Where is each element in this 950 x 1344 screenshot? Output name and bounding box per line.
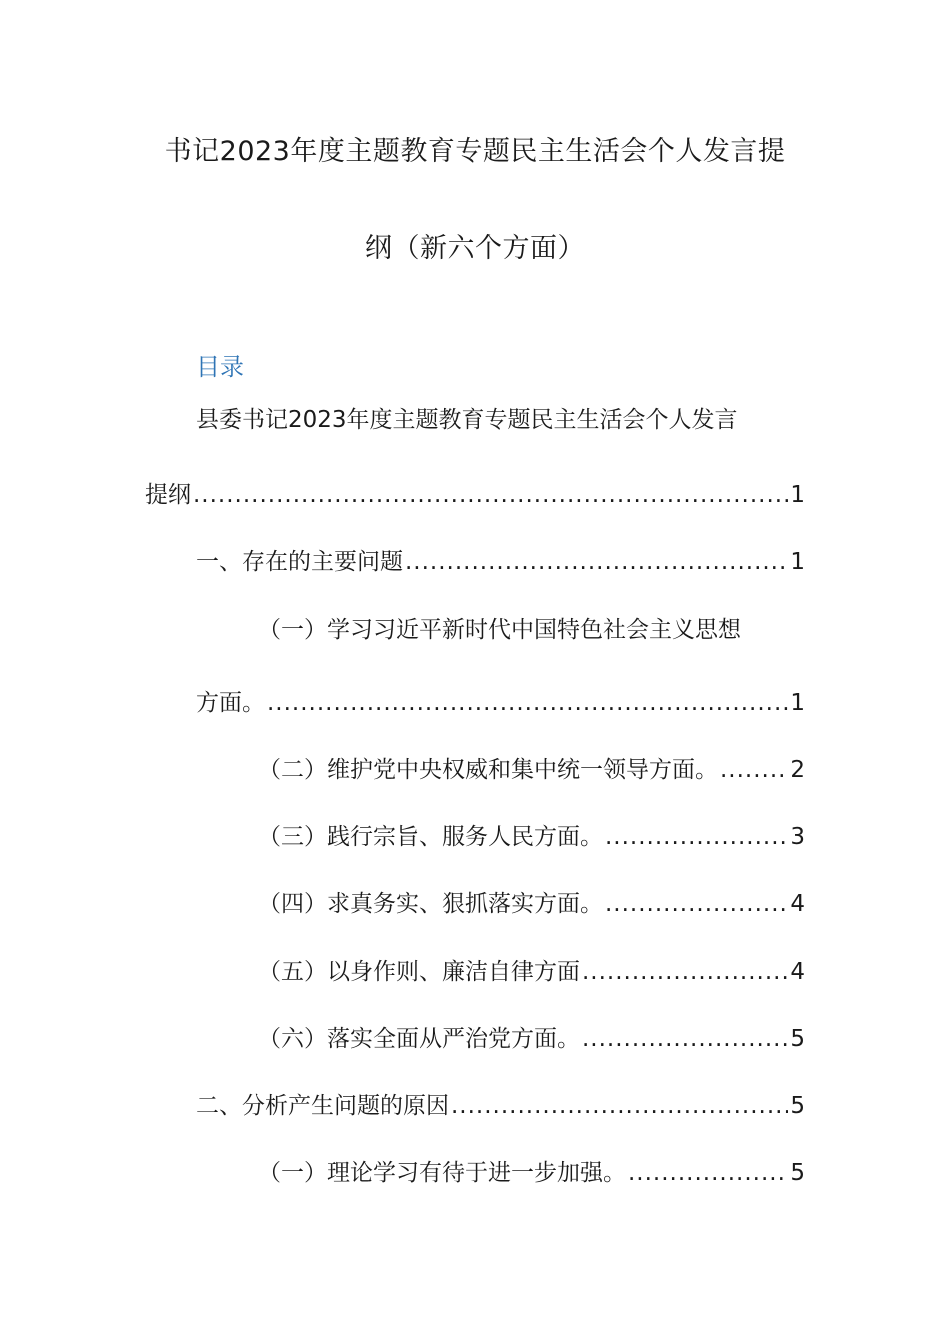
toc-entry-8[interactable] <box>258 1022 805 1056</box>
toc-entry-2[interactable] <box>196 545 805 579</box>
toc-leader-dots <box>405 545 788 579</box>
toc-page-number: 5 <box>790 1026 805 1052</box>
toc-leader-dots <box>628 1156 788 1190</box>
document-title-line-1: 书记2023年度主题教育专题民主生活会个人发言提 <box>164 136 786 167</box>
toc-leader-dots <box>720 753 788 787</box>
toc-entry-text: 方面。 <box>196 690 265 716</box>
toc-leader-dots <box>605 820 788 854</box>
toc-entry-6[interactable] <box>258 887 805 921</box>
toc-entry-text: 二、分析产生问题的原因 <box>196 1093 449 1119</box>
toc-leader-dots <box>582 955 788 989</box>
toc-page-number: 1 <box>790 482 805 508</box>
toc-entry-text: （六）落实全面从严治党方面。 <box>258 1026 580 1052</box>
toc-page-number: 4 <box>790 891 805 917</box>
toc-entry-1-line-1[interactable]: 县委书记2023年度主题教育专题民主生活会个人发言 <box>196 407 738 433</box>
toc-page-number: 4 <box>790 959 805 985</box>
toc-leader-dots <box>267 686 788 720</box>
toc-page-number: 3 <box>790 824 805 850</box>
toc-entry-text: （一）理论学习有待于进一步加强。 <box>258 1160 626 1186</box>
toc-heading[interactable]: 目录 <box>196 353 244 381</box>
toc-entry-text: （三）践行宗旨、服务人民方面。 <box>258 824 603 850</box>
toc-entry-text: 提纲 <box>145 482 191 508</box>
toc-leader-dots <box>451 1089 788 1123</box>
toc-page-number: 1 <box>790 549 805 575</box>
toc-entry-1[interactable] <box>145 478 805 512</box>
toc-page-number: 5 <box>790 1160 805 1186</box>
toc-entry-4[interactable] <box>258 753 805 787</box>
toc-page-number: 1 <box>790 690 805 716</box>
toc-leader-dots <box>605 887 788 921</box>
toc-entry-3-line-1[interactable]: （一）学习习近平新时代中国特色社会主义思想 <box>258 617 741 643</box>
toc-entry-7[interactable] <box>258 955 805 989</box>
toc-entry-text: （二）维护党中央权威和集中统一领导方面。 <box>258 757 718 783</box>
toc-entry-9[interactable] <box>196 1089 805 1123</box>
toc-entry-text: （五）以身作则、廉洁自律方面 <box>258 959 580 985</box>
toc-leader-dots <box>193 478 788 512</box>
toc-entry-text: 一、存在的主要问题 <box>196 549 403 575</box>
toc-entry-3[interactable] <box>196 686 805 720</box>
toc-page-number: 2 <box>790 757 805 783</box>
toc-entry-5[interactable] <box>258 820 805 854</box>
toc-entry-text: （四）求真务实、狠抓落实方面。 <box>258 891 603 917</box>
toc-page-number: 5 <box>790 1093 805 1119</box>
toc-leader-dots <box>582 1022 788 1056</box>
toc-entry-10[interactable] <box>258 1156 805 1190</box>
document-title-line-2: 纲（新六个方面） <box>365 233 585 264</box>
